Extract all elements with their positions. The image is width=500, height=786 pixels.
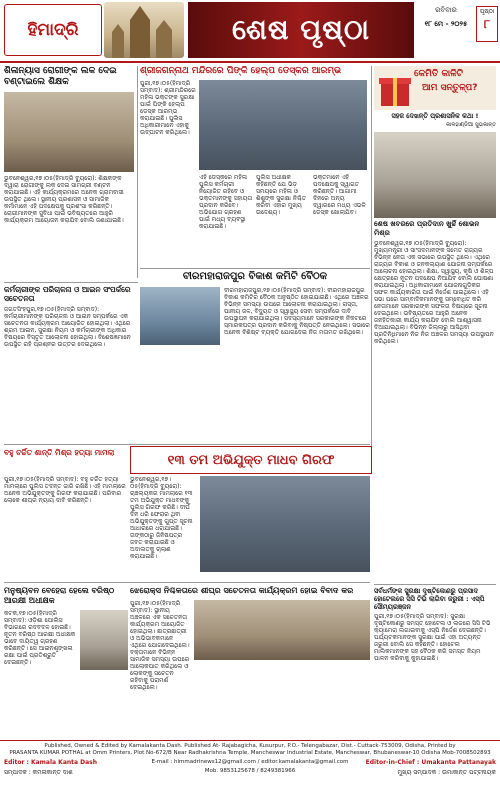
article-srijagannath-photo <box>199 80 367 170</box>
row-divider <box>374 584 496 585</box>
logo-text: ହିମାଦ୍ରି <box>27 20 79 40</box>
cartoon-ad-byline: କାଳହାଣ୍ଡିଆ ସୁଭକାନ୍ତ <box>445 122 496 128</box>
cartoon-ad-line1: କେମିତି କାଳିଟି <box>414 69 463 79</box>
article-bikash-body: ବୀରମହାରାଜପୁର,୧୭।୦୫(ହିମାଦ୍ରି ସମ୍ବାଦ): ବୀରମହାରାଜପୁର ବିକାଶ କମିଟିର ବୈଠକ ଅନୁଷ୍ଠିତ ହୋଇଯାଇଛି। ଏଥିରେ ଅଞ୍ଚଳର ବିଭିନ୍ନ ସମସ୍ୟା ଉପରେ ଆଲୋଚନା କରାଯାଇଥିଲା। ରାସ୍ତା, ପାନୀୟ ଜଳ, ବିଦ୍ୟୁତ ଓ ସ୍ୱାସ୍ଥ୍ୟ ସେବା ସମ୍ପର୍କରେ ଦାବି ଉପସ୍ଥାପନ କରାଯାଇଥିଲା। ସଦସ୍ୟମାନେ ସରକାରଙ୍କ ନିକଟରେ ସ୍ମାରକପତ୍ର ପ୍ରଦାନ କରିବାକୁ ନିଷ୍ପତ୍ତି ନେଇଥିଲେ। ସଭାରେ ଅନେକ ବିଶିଷ୍ଟ ବ୍ୟକ୍ତି ଯୋଗଦେଇ ନିଜ ମତାମତ ରଖିଥିଲେ। <box>224 287 370 336</box>
article-sweepar-headline: ଝେରୋକ୍ସ ନିଶ୍ଚଳତାରେ ଶୀଘ୍ର ସଚେତନତା କାର୍ଯ୍ୟକ୍ରମ ହୋଇ ବିବାଦ କର <box>130 586 354 595</box>
article-srijagannath-col2: ଏହି ଡେସ୍କରେ ମହିଳା ପୁଲିସ କର୍ମଚାରୀ ନିୟୋଜିତ ରହିବେ ଓ ଭକ୍ତମାନଙ୍କୁ ସହାୟତା ପ୍ରଦାନ କରିବେ। ଅଭିଯୋଗ ଗ୍ରହଣ ପାଇଁ ମଧ୍ୟ ବ୍ୟବସ୍ଥା କରାଯାଇଛି। <box>199 174 253 230</box>
article-srijagannath-headline: ଶ୍ରୀଜଗନ୍ନାଥ ମନ୍ଦିରରେ ପିଙ୍କି ହେଲ୍ପ ଡେସ୍କର ଆରମ୍ଭ <box>140 66 342 76</box>
date-label: ୧୮ ମେ - ୨୦୨୫ <box>424 20 468 28</box>
cartoon-ad <box>374 66 496 110</box>
article-karmachari-body: ଜଗତସିଂହପୁର,୧୭।୦୫(ହିମାଦ୍ରି ସମ୍ବାଦ): କର୍ମଚାରୀମାନଙ୍କ ପରିଚାଳନା ଓ ଆଇନ ସମ୍ପର୍କରେ ଏକ ସଚେତନତା କାର୍ଯ୍ୟକ୍ରମ ଆୟୋଜିତ ହୋଇଥିଲା। ଏଥିରେ ଶ୍ରମ ଆଇନ, ସୁରକ୍ଷା ନିୟମ ଓ କର୍ମଚାରୀଙ୍କ ଅଧିକାର ବିଷୟରେ ବିସ୍ତୃତ ଆଲୋଚନା ହୋଇଥିଲା। ବିଶେଷଜ୍ଞମାନେ ଉପସ୍ଥିତ ରହି ପ୍ରଶ୍ନର ଉତ୍ତର ଦେଇଥିଲେ। <box>4 306 131 348</box>
date-box <box>418 4 496 56</box>
page-label: ପୃଷ୍ଠା <box>479 8 495 15</box>
article-shilanyas-body: ଭୁବନେଶ୍ୱର,୧୭।୦୫(ହିମାଦ୍ରି ବ୍ୟୁରୋ): ଶିକ୍ଷକଙ୍କ ଦ୍ୱାରା ରୋଗୀଙ୍କୁ ଲକ ଦେଇ ସାମଗ୍ରୀ ବଣ୍ଟନ କରାଯାଇଛି। ଏହି କାର୍ଯ୍ୟକ୍ରମରେ ଅନେକ ଗ୍ରାମବାସୀ ଉପସ୍ଥିତ ଥିଲେ। ସ୍ଥାନୀୟ ପ୍ରଶାସନ ଓ ସାମାଜିକ କର୍ମୀମାନେ ଏହି ପଦକ୍ଷେପକୁ ପ୍ରଶଂସା କରିଛନ୍ତି। ରୋଗୀମାନଙ୍କ ସୁବିଧା ପାଇଁ ଭବିଷ୍ୟତରେ ଆହୁରି କାର୍ଯ୍ୟକ୍ରମ ଆୟୋଜନ କରାଯିବ ବୋଲି ଜଣାଯାଇଛି। <box>4 175 124 224</box>
footer-publisher-line: Published, Owned & Edited by Kamalakanta Dash. Published At- Rajabagicha, Kusurpur, P.O.- Telengabazar, Dist.- Cuttack-753009, Odisha, Printed by <box>44 743 456 749</box>
article-shilanyas-headline: ଶିଳାନ୍ୟାସ ରୋଗୀଙ୍କ ଲକ ଦେଇ ବଣ୍ଟାଇଲେ ଶିକ୍ଷକ <box>4 66 117 87</box>
article-sesh-body: ଭୁବନେଶ୍ୱର,୧୭।୦୫(ହିମାଦ୍ରି ବ୍ୟୁରୋ): ମୁଖ୍ୟମନ୍ତ୍ରୀ ଓ ସାଂସଦମାନଙ୍କ ସମେତ ରାଜ୍ୟର ବିଭିନ୍ନ ନେତା ଏକ ସଭାରେ ଉପସ୍ଥିତ ଥିଲେ। ଏଥିରେ ରାଜ୍ୟର ବିକାଶ ଓ ଜନକଲ୍ୟାଣ ଯୋଜନା ସମ୍ପର୍କରେ ଆଲୋଚନା ହୋଇଥିଲା। ଶିକ୍ଷା, ସ୍ୱାସ୍ଥ୍ୟ, କୃଷି ଓ ଶିଳ୍ପ କ୍ଷେତ୍ରରେ ନୂତନ ପଦକ୍ଷେପ ନିଆଯିବ ବୋଲି ଘୋଷଣା କରାଯାଇଥିଲା। ଅଧିକାରୀମାନେ ଯୋଜନାଗୁଡ଼ିକର ସଫଳ କାର୍ଯ୍ୟକାରିତା ପାଇଁ ନିର୍ଦ୍ଦେଶ ପାଇଥିଲେ। ଏହି ସଭା ପରେ ସାମ୍ବାଦିକମାନଙ୍କୁ ସମ୍ବୋଧିତ କରି ନେତାମାନେ ସରକାରଙ୍କ ସଫଳତା ବିଷୟରେ ସୂଚନା ଦେଇଥିଲେ। ଭବିଷ୍ୟତରେ ଆହୁରି ଅନେକ ଜନହିତକାରୀ କାର୍ଯ୍ୟ କରାଯିବ ବୋଲି ଆଶ୍ୱାସନା ଦିଆଯାଇଥିଲା। ବିଭିନ୍ନ ଜିଲ୍ଲାରୁ ଆସିଥିବା ପ୍ରତିନିଧିମାନେ ନିଜ ନିଜ ଅଞ୍ଚଳର ସମସ୍ୟା ଉପସ୍ଥାପନ କରିଥିଲେ। <box>374 240 494 345</box>
article-manusyaban-headline: ମନୁଷ୍ୟବନ ବେହେରା ହେଲେ ବରିଷ୍ଠ ଆରକ୍ଷୀ ଅଧୀକ୍ଷକ <box>4 586 115 605</box>
article-bikash <box>140 271 370 441</box>
cartoon-ad-caption: ସହଜ ଦେଖନ୍ତି ପ୍ରଶାସନିକ କଥା ! <box>391 112 479 120</box>
row-divider <box>4 444 370 445</box>
column-divider <box>137 66 138 278</box>
footer-printer-line: PRASANTA KUMAR POTHAL at Omm Printers, Plot No-672/B Near Radhakrishna Temple, Mancheswar Industrial Estate, Mancheswar, Bhubaneswar-10 Odisha Mob-7008502893 <box>9 750 491 756</box>
footer <box>4 743 496 785</box>
article-sweepar-body: ପୁରୀ,୧୭।୦୫(ହିମାଦ୍ରି ସମ୍ବାଦ): ସ୍ଥାନୀୟ ଅଞ୍ଚଳରେ ଏକ ସଚେତନତା କାର୍ଯ୍ୟକ୍ରମ ଆୟୋଜିତ ହୋଇଥିଲା। ଛାତ୍ରଛାତ୍ରୀ ଓ ଅଭିଭାବକମାନେ ଏଥିରେ ଯୋଗଦେଇଥିଲେ। ବକ୍ତାମାନେ ବିଭିନ୍ନ ସାମାଜିକ ସମସ୍ୟା ଉପରେ ଆଲୋକପାତ କରିଥିଲେ ଓ ଲୋକଙ୍କୁ ସଚେତନ ରହିବାକୁ ପରାମର୍ଶ ଦେଇଥିଲେ। <box>130 600 190 691</box>
article-srijagannath <box>140 66 368 266</box>
article-bikash-headline: ବୀରମହାରାଜପୁର ବିକାଶ କମିଟି ବୈଠକ <box>182 271 328 282</box>
masthead <box>0 0 500 64</box>
article-madhab-headline-text: ୧୩ ତମ ଅଭିଯୁକ୍ତ ମାଧବ ଗିରଫ <box>167 452 335 468</box>
article-sweepar-photo <box>194 600 370 660</box>
article-sarbadharma-body: ପୁରୀ,୧୭।୦୫(ହିମାଦ୍ରି ସମ୍ବାଦ): ସୁରକ୍ଷା ଦୃଷ୍ଟିକୋଣରୁ ସମସ୍ତ ହୋଟେଲ ଓ ଲଜରେ ସିସି ଟିଭି କ୍ୟାମେରା ଲଗାଇବାକୁ ଏସ୍‌ପି ନିର୍ଦ୍ଦେଶ ଦେଇଛନ୍ତି। ପର୍ଯ୍ୟଟକମାନଙ୍କ ସୁରକ୍ଷା ପାଇଁ ଏହା ଅତ୍ୟନ୍ତ ଜରୁରୀ ବୋଲି ସେ କହିଛନ୍ତି। ହୋଟେଲ ମାଲିକମାନଙ୍କ ସହ ବୈଠକ କରି ସମସ୍ତ ନିୟମ ପାଳନ କରିବାକୁ କୁହାଯାଇଛି। <box>374 613 491 662</box>
article-sweepar <box>130 586 370 736</box>
article-srijagannath-col3: ପୁଲିସ ଅଧୀକ୍ଷକ କହିଛନ୍ତି ଯେ ଭିଡ଼ ସମୟରେ ମହିଳା ଓ ଶିଶୁଙ୍କ ସୁରକ୍ଷା ନିଶ୍ଚିତ କରିବା ଏହାର ମୁଖ୍ୟ ଉଦ୍ଦେଶ୍ୟ। <box>256 174 307 216</box>
article-bahu-headline: ବହୁ ଚର୍ଚ୍ଚିତ ଶାନ୍ତି ମିଶ୍ର ହତ୍ୟା ମାମଲା <box>4 448 115 457</box>
row-divider <box>4 582 370 583</box>
article-madhab-headline <box>130 446 372 474</box>
day-label: ରବିବାର <box>435 6 457 14</box>
article-sarbadharma-headline: ସର୍ବଧର୍ମଙ୍କ ସୁରକ୍ଷା ଦୃଷ୍ଟିକୋଣରୁ ପ୍ରସାଦ ହୋଟେଲରେ ସିସି ଟିଭି ଲାଗିବା ଜରୁରୀ : ଏସ୍‌ପି ସୌମ୍ୟରଞ୍ଜନ <box>374 587 485 611</box>
cartoon-ad-line2: ଆମ ସନ୍ତୁଳ୍ପ? <box>422 83 478 93</box>
page-number: ୮ <box>483 17 491 31</box>
masthead-logo <box>4 4 102 56</box>
column-divider <box>371 66 372 446</box>
article-sesh-headline: ଶେଷ ଖବରରେ ପ୍ରତିଦାନ ଖୁର୍ଚ୍ଚି ଶୋଭନ ମିଶ୍ର <box>374 220 480 237</box>
article-karmachari-headline: କର୍ମଚାରୀଙ୍କ ପରିଚାଳନା ଓ ଆଇନ ସଂପର୍କରେ ସଚେତନତା <box>4 285 131 303</box>
article-manusyaban-photo <box>80 610 128 670</box>
footer-rule <box>0 740 500 741</box>
article-bahu-body: ପୁରୀ,୧୭।୦୫(ହିମାଦ୍ରି ସମ୍ବାଦ): ବହୁ ଚର୍ଚ୍ଚିତ ହତ୍ୟା ମାମଲାରେ ପୁଲିସ ତଦନ୍ତ ଜାରି ରଖିଛି। ଏହି ମାମଲାରେ ଅନେକ ଅଭିଯୁକ୍ତଙ୍କୁ ଗିରଫ କରାଯାଇଛି। ପରିବାର ଲୋକେ ଶୀଘ୍ର ନ୍ୟାୟ ଦାବି କରିଛନ୍ତି। <box>4 476 126 504</box>
footer-editor: Editor : Kamala Kanta Dash <box>4 759 98 766</box>
gift-box-icon <box>377 68 413 108</box>
footer-editor-odia: ସମ୍ପାଦକ : କମଳାକାନ୍ତ ଦାଶ <box>4 769 73 776</box>
masthead-rule <box>0 61 500 63</box>
article-manusyaban <box>4 586 128 736</box>
section-title: ଶେଷ ପୃଷ୍ଠା <box>232 13 370 46</box>
row-divider <box>140 268 370 269</box>
article-shilanyas <box>4 66 134 278</box>
article-madhab-photo <box>200 476 370 572</box>
article-sesh-photo <box>374 132 496 218</box>
footer-editor-in-chief-odia: ମୁଖ୍ୟ ସମ୍ପାଦକ : ଉମାକାନ୍ତ ପଟ୍ଟନାୟକ <box>397 769 496 776</box>
article-karmachari <box>4 285 134 435</box>
footer-editor-in-chief: Editor-in-Chief : Umakanta Pattanayak <box>365 759 496 766</box>
article-sarbadharma <box>374 587 496 737</box>
footer-email: E-mail : himmadrinews12@gmail.com / editor.kamalakanta@gmail.com <box>151 759 349 765</box>
article-manusyaban-body: କଟକ,୧୭।୦୫(ହିମାଦ୍ରି ସମ୍ବାଦ): ଓଡ଼ିଶା ପୋଲିସ ବିଭାଗରେ ରଦବଦଳ ହୋଇଛି। ନୂତନ ବରିଷ୍ଠ ଆରକ୍ଷୀ ଅଧୀକ୍ଷକ ଭାବେ ଦାୟିତ୍ୱ ଗ୍ରହଣ କରିଛନ୍ତି। ସେ ଆଇନଶୃଙ୍ଖଳା ରକ୍ଷା ପାଇଁ ପ୍ରତିଶ୍ରୁତି ଦେଇଛନ୍ତି। <box>4 610 76 666</box>
temple-banner-illustration <box>104 2 184 58</box>
row-divider <box>4 282 138 283</box>
article-bikash-photo <box>140 287 220 345</box>
article-srijagannath-col1: ପୁରୀ,୧୭।୦୫(ହିମାଦ୍ରି ସମ୍ବାଦ): ଶ୍ରୀମନ୍ଦିରରେ ମହିଳା ଭକ୍ତଙ୍କ ସୁରକ୍ଷା ପାଇଁ ପିଙ୍କି ହେଲ୍ପ ଡେସ୍କ ଆରମ୍ଭ କରାଯାଇଛି। ପୁଲିସ ଅଧିକାରୀମାନେ ଏହାକୁ ଉଦ୍‌ଘାଟନ କରିଥିଲେ। <box>140 80 196 136</box>
article-srijagannath-col4: ଭକ୍ତମାନେ ଏହି ପଦକ୍ଷେପକୁ ସ୍ୱାଗତ କରିଛନ୍ତି। ଆଗାମୀ ଦିନରେ ଅନ୍ୟ ଦ୍ୱାରରେ ମଧ୍ୟ ଏଭଳି ଡେସ୍କ ଖୋଲାଯିବ। <box>313 174 366 216</box>
page-number-box <box>476 6 498 42</box>
section-banner <box>188 2 414 58</box>
footer-mobile: Mob. 9853125678 / 8249381966 <box>204 768 296 774</box>
article-madhab-body: ଭୁବନେଶ୍ୱର,୧୭।୦୫(ହିମାଦ୍ରି ବ୍ୟୁରୋ): ଚାଞ୍ଚଲ୍ୟକର ମାମଲାରେ ୧୩ ତମ ଅଭିଯୁକ୍ତ ମାଧବଙ୍କୁ ପୁଲିସ ଗିରଫ କରିଛି। ଦୀର୍ଘ ଦିନ ଧରି ଫେରାର ଥିବା ଅଭିଯୁକ୍ତଙ୍କୁ ଗୁପ୍ତ ସୂଚନା ଆଧାରରେ ଧରାଯାଇଛି। ତାଙ୍କଠାରୁ ଜିନିଷପତ୍ର ଜବତ କରାଯାଇଛି ଓ ଅଦାଲତକୁ ଚାଲାଣ କରାଯାଇଛି। <box>130 476 193 560</box>
article-shilanyas-photo <box>4 92 134 172</box>
